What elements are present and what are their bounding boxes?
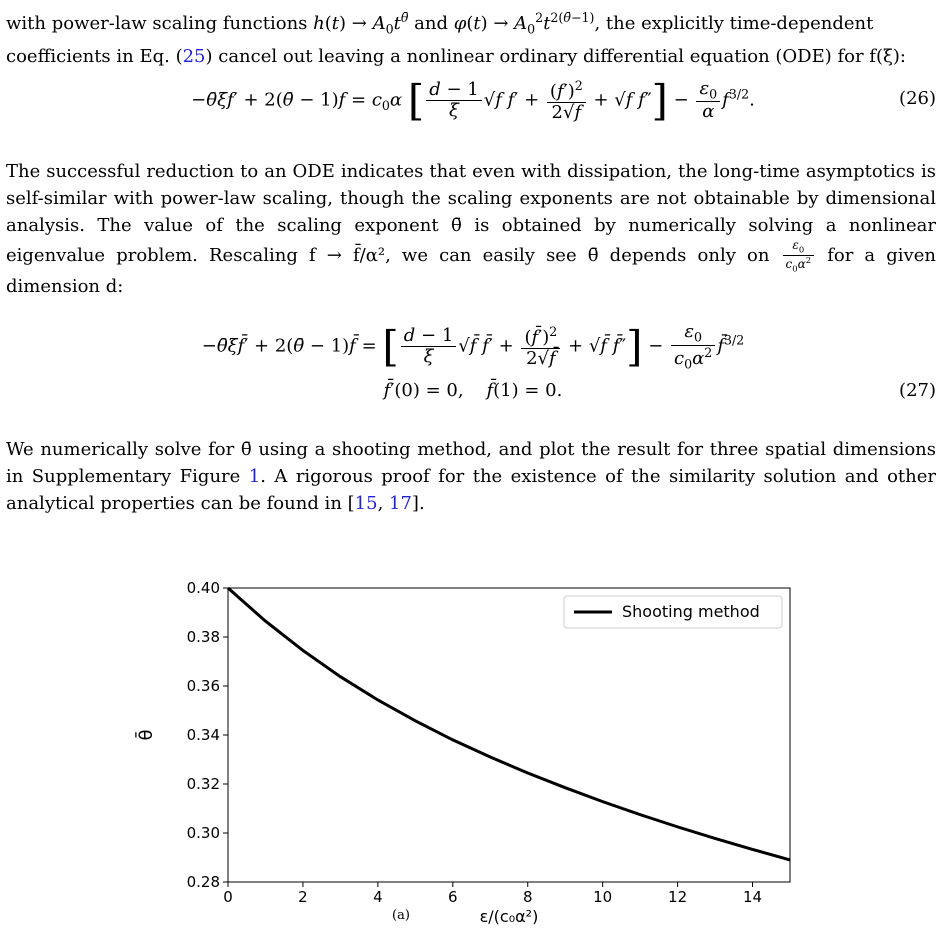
y-tick-label: 0.32 bbox=[186, 775, 220, 793]
paragraph-2-text: The successful reduction to an ODE indicates that even with dissipation, the long-time asymptotics is self-similar with power-law scaling, though the scaling exponents are not obtainable by dimensional analysis. The value of the scaling exponent θ̄ is obtained by numerically solving a nonlinear eigenvalue problem. Rescaling f → f̄/α², we can easily see θ̄ depends only on bbox=[6, 161, 936, 267]
eq-ref-25[interactable]: 25 bbox=[182, 45, 206, 67]
x-tick-label: 2 bbox=[298, 888, 308, 906]
x-tick-label: 8 bbox=[522, 888, 533, 906]
x-tick-label: 12 bbox=[668, 888, 688, 906]
x-tick-label: 4 bbox=[373, 888, 383, 906]
equation-number-27: (27) bbox=[899, 380, 936, 401]
inline-fraction: $\frac{\varepsilon_0}{c_0\alpha^2}$ bbox=[783, 239, 815, 273]
figure-caption-fragment: (a) bbox=[392, 908, 410, 923]
intro-paragraph bbox=[6, 4, 936, 70]
plot-frame bbox=[228, 588, 790, 882]
figure-ref-1[interactable]: 1 bbox=[248, 466, 261, 487]
x-tick-label: 0 bbox=[223, 888, 233, 906]
equation-26: −θ̄ξf′ + 2(θ̄ − $1)f = c_0\alpha$ [ $\frac{d - 1}{\xi}$ √f f′ + $\frac{(f')^2}{2√f}$ + √f f″] − $\frac{\varepsilon_0}{\alpha}$ $f^{3/2}$. (26) bbox=[191, 76, 936, 125]
y-tick-label: 0.36 bbox=[186, 677, 220, 695]
x-tick-label: 10 bbox=[593, 888, 613, 906]
y-tick-label: 0.38 bbox=[186, 628, 220, 646]
citation-17[interactable]: 17 bbox=[389, 493, 412, 514]
paragraph-3-text: We numerically solve for θ̄ using a shooting method, and plot the result for three spatial dimensions in Supplementary Figure bbox=[6, 439, 936, 487]
intro-line-2 bbox=[6, 43, 936, 70]
equation-number-26: (26) bbox=[899, 88, 936, 109]
legend bbox=[564, 596, 782, 628]
paragraph-3-end: ]. bbox=[411, 493, 425, 514]
intro-text-tail: ) cancel out leaving a nonlinear ordinary differential equation (ODE) for f(ξ): bbox=[205, 45, 906, 67]
series bbox=[228, 588, 790, 860]
axes bbox=[223, 588, 790, 887]
intro-line-1: with power-law scaling functions $h(t) \to A_0t^{\thetā}$ and $\varphi(t) \to A_0^2t^{2(\thetā-1)}$, the explicitly time-dependent bbox=[6, 10, 874, 37]
y-tick-label: 0.34 bbox=[186, 726, 220, 744]
y-tick-label: 0.40 bbox=[186, 579, 220, 597]
paragraph-2-tail: for a given dimension d: bbox=[6, 245, 936, 298]
x-axis-label: ε/(c₀α²) bbox=[479, 907, 539, 926]
citation-15[interactable]: 15 bbox=[354, 493, 378, 514]
y-tick-label: 0.28 bbox=[186, 873, 220, 891]
x-tick-label: 6 bbox=[448, 888, 458, 906]
y-axis-label: θ̄ bbox=[136, 729, 157, 741]
y-tick-label: 0.30 bbox=[186, 824, 220, 842]
self-similar-paragraph bbox=[6, 158, 936, 300]
citation-separator: , bbox=[377, 493, 390, 514]
shooting-paragraph bbox=[6, 436, 936, 517]
theta-vs-epsilon-chart bbox=[130, 578, 810, 926]
legend-label: Shooting method bbox=[622, 602, 760, 621]
x-tick-label: 14 bbox=[742, 888, 763, 906]
series-line-shooting-method bbox=[228, 588, 790, 860]
equation-27: −θ̄ξf̄′ + 2(θ̄ − 1)f̄ = [ $\frac{d - 1}{\xi}$ √f̄ f̄′ + $\frac{(f̄')^2}{2√f̄}$ + √f̄ f̄″] − $\frac{\varepsilon_0}{c_0\alpha^2}$ f̄$^{3/2}$ f̄′(0) = 0, f̄(1) = 0. (27) bbox=[201, 321, 936, 401]
intro-text: coefficients in Eq. ( bbox=[6, 45, 183, 67]
paragraph-3-mid: . A rigorous proof for the existence of the similarity solution and other analytical properties can be found in [ bbox=[6, 466, 937, 514]
